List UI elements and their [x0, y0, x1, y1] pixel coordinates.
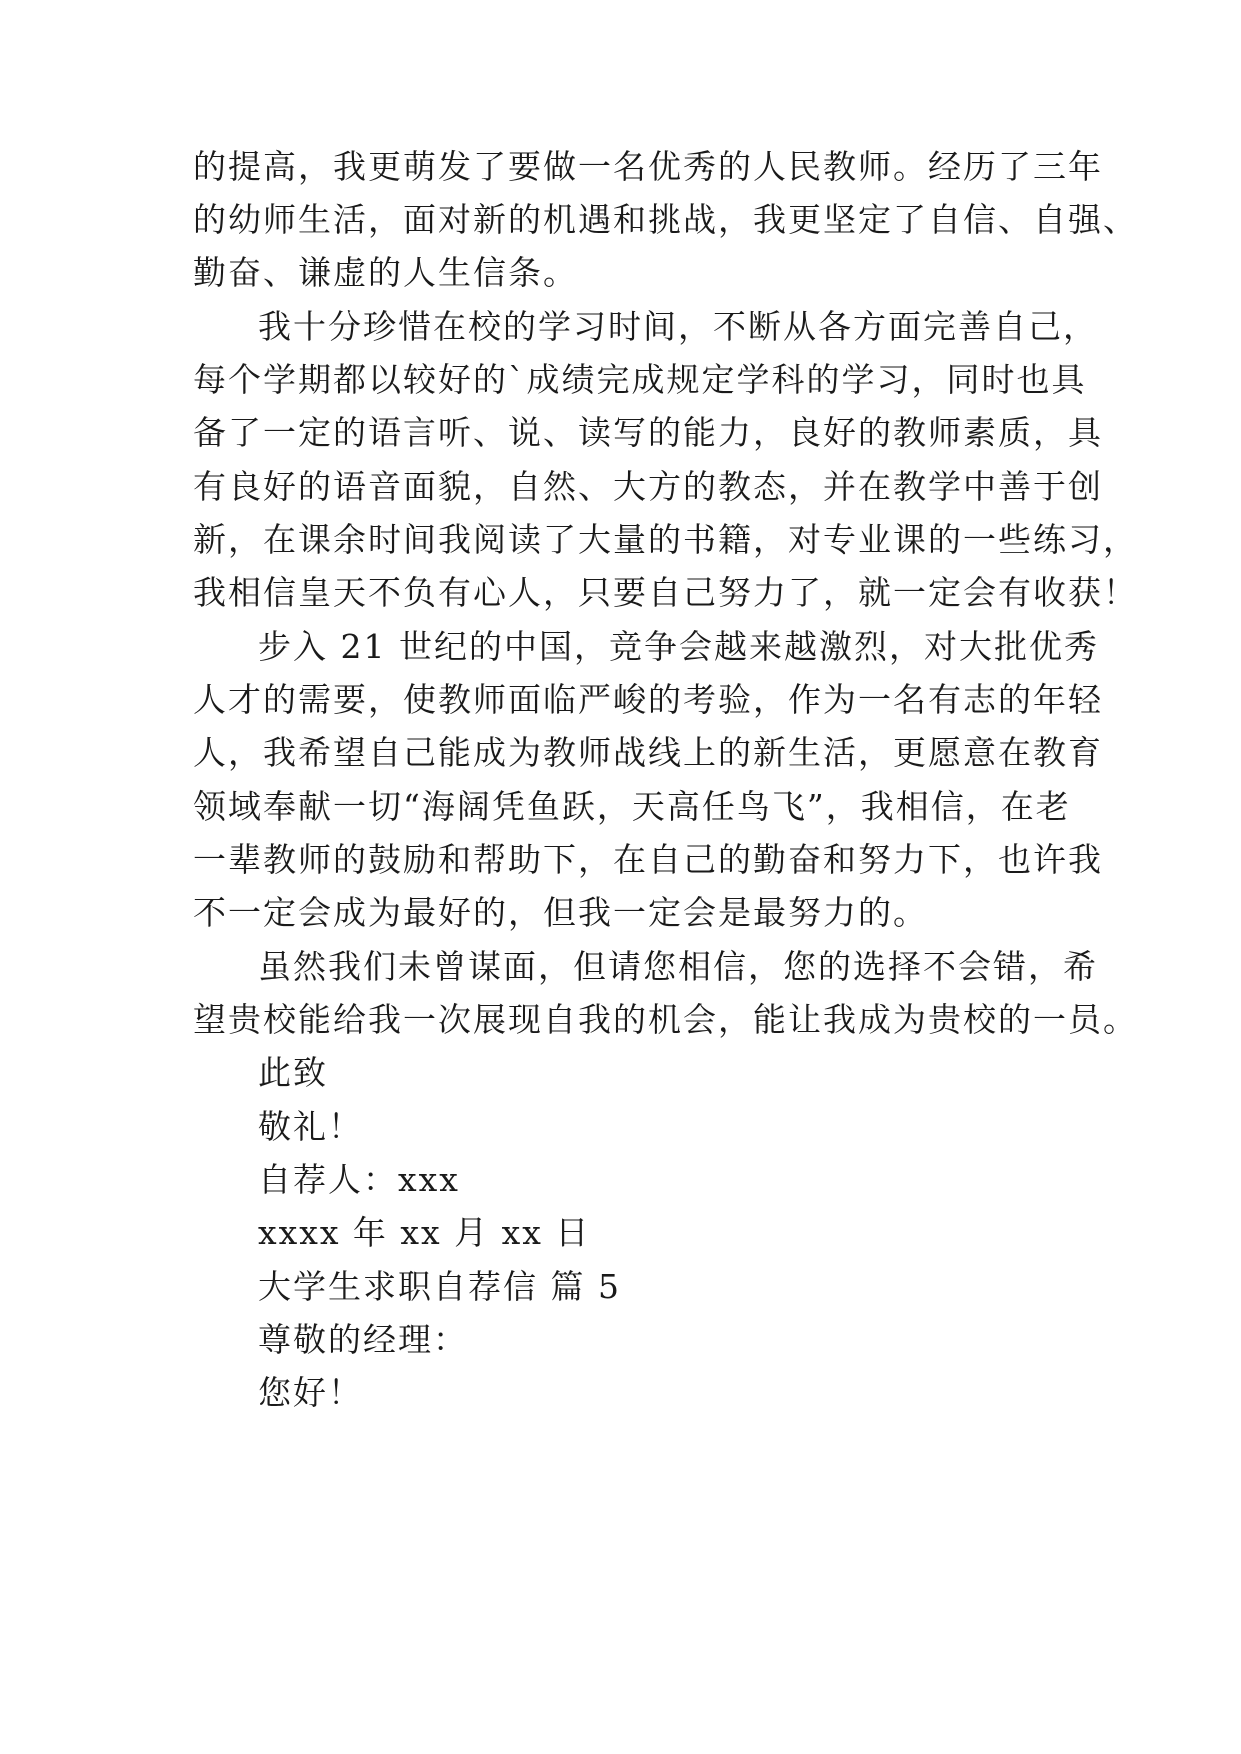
- paragraph-2-line-2: 每个学期都以较好的`成绩完成规定学科的学习，同时也具: [193, 360, 1087, 399]
- paragraph-1-line-1: 的提高，我更萌发了要做一名优秀的人民教师。经历了三年: [193, 147, 1103, 186]
- paragraph-3-line-3: 人，我希望自己能成为教师战线上的新生活，更愿意在教育: [193, 733, 1103, 772]
- paragraph-4-line-1: 虽然我们未曾谋面，但请您相信，您的选择不会错，希: [258, 947, 1098, 986]
- paragraph-3-line-4: 领域奉献一切“海阔凭鱼跃，天高任鸟飞”，我相信，在老: [193, 787, 1071, 826]
- paragraph-3-line-2: 人才的需要，使教师面临严峻的考验，作为一名有志的年轻: [193, 680, 1103, 719]
- paragraph-2-line-4: 有良好的语音面貌，自然、大方的教态，并在教学中善于创: [193, 467, 1103, 506]
- date-line: xxxx 年 xx 月 xx 日: [258, 1213, 591, 1252]
- paragraph-4-line-2: 望贵校能给我一次展现自我的机会，能让我成为贵校的一员。: [193, 1000, 1138, 1039]
- paragraph-1-line-2: 的幼师生活，面对新的机遇和挑战，我更坚定了自信、自强、: [193, 200, 1138, 239]
- greeting-recipient: 尊敬的经理：: [258, 1320, 468, 1359]
- paragraph-3-line-6: 不一定会成为最好的，但我一定会是最努力的。: [193, 893, 928, 932]
- paragraph-2-line-5: 新，在课余时间我阅读了大量的书籍，对专业课的一些练习，: [193, 520, 1138, 559]
- paragraph-2-line-3: 备了一定的语言听、说、读写的能力，良好的教师素质，具: [193, 413, 1103, 452]
- closing-salutation: 此致: [258, 1053, 328, 1092]
- paragraph-2-line-1: 我十分珍惜在校的学习时间，不断从各方面完善自己，: [258, 307, 1098, 346]
- paragraph-3-line-1: 步入 21 世纪的中国，竞争会越来越激烈，对大批优秀: [258, 627, 1099, 666]
- paragraph-3-line-5: 一辈教师的鼓励和帮助下，在自己的勤奋和努力下，也许我: [193, 840, 1103, 879]
- greeting-line: 您好！: [258, 1373, 363, 1412]
- closing-respect: 敬礼！: [258, 1107, 363, 1146]
- section-title: 大学生求职自荐信 篇 5: [258, 1267, 621, 1306]
- paragraph-2-line-6: 我相信皇天不负有心人，只要自己努力了，就一定会有收获！: [193, 573, 1138, 612]
- signer-line: 自荐人：xxx: [258, 1160, 460, 1199]
- paragraph-1-line-3: 勤奋、谦虚的人生信条。: [193, 253, 578, 292]
